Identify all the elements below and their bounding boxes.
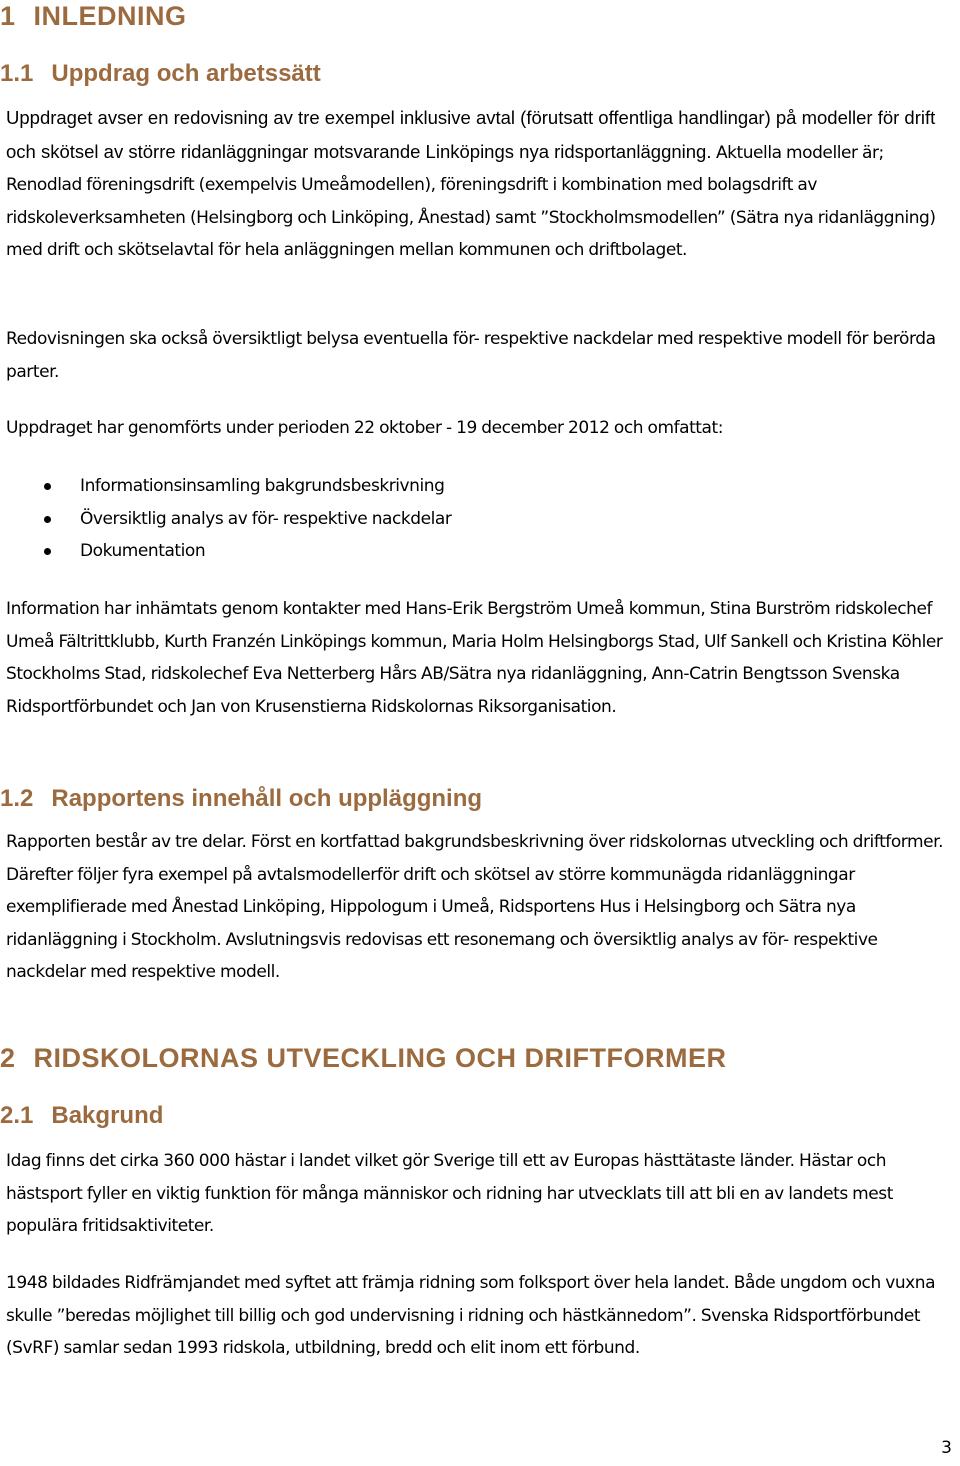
bullet-icon	[44, 516, 51, 523]
heading-2	[0, 1042, 727, 1074]
heading-2-1	[0, 1101, 163, 1131]
heading-number: 1.2	[0, 785, 34, 812]
heading-title: Bakgrund	[51, 1102, 164, 1129]
heading-title: Rapportens innehåll och uppläggning	[51, 785, 483, 812]
list-item	[6, 535, 956, 568]
page-number: 3	[941, 1438, 952, 1458]
list-item-text: Dokumentation	[80, 541, 206, 561]
paragraph-horses-sweden: Idag finns det cirka 360 000 hästar i landet vilket gör Sverige till ett av Europas hästtätaste länder. Hästar och hästsport fyller en viktig funktion för många människor och ridning har utvecklats till att bli en av landets mest populära fritidsaktiviteter.	[6, 1151, 893, 1236]
bullet-icon	[44, 548, 51, 555]
list-item-text: Översiktlig analys av för- respektive nackdelar	[80, 508, 452, 529]
paragraph-contacts: Information har inhämtats genom kontakter med Hans-Erik Bergström Umeå kommun, Stina Burström ridskolechef Umeå Fältrittklubb, Kurth Franzén Linköpings kommun, Maria Holm Helsingborgs Stad, Ulf Sankell och Kristina Köhler Stockholms Stad, ridskolechef Eva Netterberg Hårs AB/Sätra nya ridanläggning, Ann-Catrin Bengtsson Svenska Ridsportförbundet och Jan von Krusenstierna Ridskolornas Riksorganisation.	[6, 599, 943, 717]
paragraph-period: Uppdraget har genomförts under perioden 22 oktober - 19 december 2012 och omfattat:	[6, 418, 723, 438]
heading-1	[0, 0, 187, 32]
list-item	[6, 503, 956, 536]
heading-title: INLEDNING	[33, 1, 187, 31]
paragraph-assignment	[6, 102, 956, 267]
bullet-list	[6, 470, 956, 568]
paragraph-report-scope: Redovisningen ska också översiktligt belysa eventuella för- respektive nackdelar med respektive modell för berörda parter.	[6, 329, 936, 382]
heading-1-1	[0, 59, 321, 89]
bullet-icon	[44, 483, 51, 490]
heading-number: 1	[0, 1, 16, 31]
paragraph-history: 1948 bildades Ridfrämjandet med syftet att främja ridning som folksport över hela landet. Både ungdom och vuxna skulle ”beredas möjlighet till billig och god undervisning i ridning och hästkännedom”. Svenska Ridsportförbundet (SvRF) samlar sedan 1993 ridskola, utbildning, bredd och elit inom ett förbund.	[6, 1273, 936, 1358]
heading-title: RIDSKOLORNAS UTVECKLING OCH DRIFTFORMER	[33, 1043, 727, 1073]
heading-number: 1.1	[0, 60, 34, 87]
paragraph-assignment-models: Aktuella modeller är; Renodlad föreningsdrift (exempelvis Umeåmodellen), föreningsdrift i kombination med bolagsdrift av ridskoleverksamheten (Helsingborg och Linköping, Ånestad) samt ”Stockholmsmodellen” (Sätra nya ridanläggning) med drift och skötselavtal för hela anläggningen mellan kommunen och driftbolaget.	[6, 142, 936, 260]
heading-number: 2	[0, 1043, 16, 1073]
list-item	[6, 470, 956, 503]
heading-title: Uppdrag och arbetssätt	[51, 60, 321, 87]
paragraph-assignment-intro: Uppdraget avser en redovisning av tre exempel inklusive avtal (förutsatt offentliga handlingar) på modeller för drift och skötsel av större ridanläggningar motsvarande Linköpings nya ridsportanläggning.	[6, 107, 936, 162]
paragraph-report-structure: Rapporten består av tre delar. Först en kortfattad bakgrundsbeskrivning över ridskolornas utveckling och driftformer. Därefter följer fyra exempel på avtalsmodellerför drift och skötsel av större kommunägda ridanläggningar exemplifierade med Ånestad Linköping, Hippologum i Umeå, Ridsportens Hus i Helsingborg och Sätra nya ridanläggning i Stockholm. Avslutningsvis redovisas ett resonemang och översiktlig analys av för- respektive nackdelar med respektive modell.	[6, 832, 944, 982]
heading-number: 2.1	[0, 1102, 34, 1129]
heading-1-2	[0, 784, 482, 814]
list-item-text: Informationsinsamling bakgrundsbeskrivning	[80, 476, 445, 496]
